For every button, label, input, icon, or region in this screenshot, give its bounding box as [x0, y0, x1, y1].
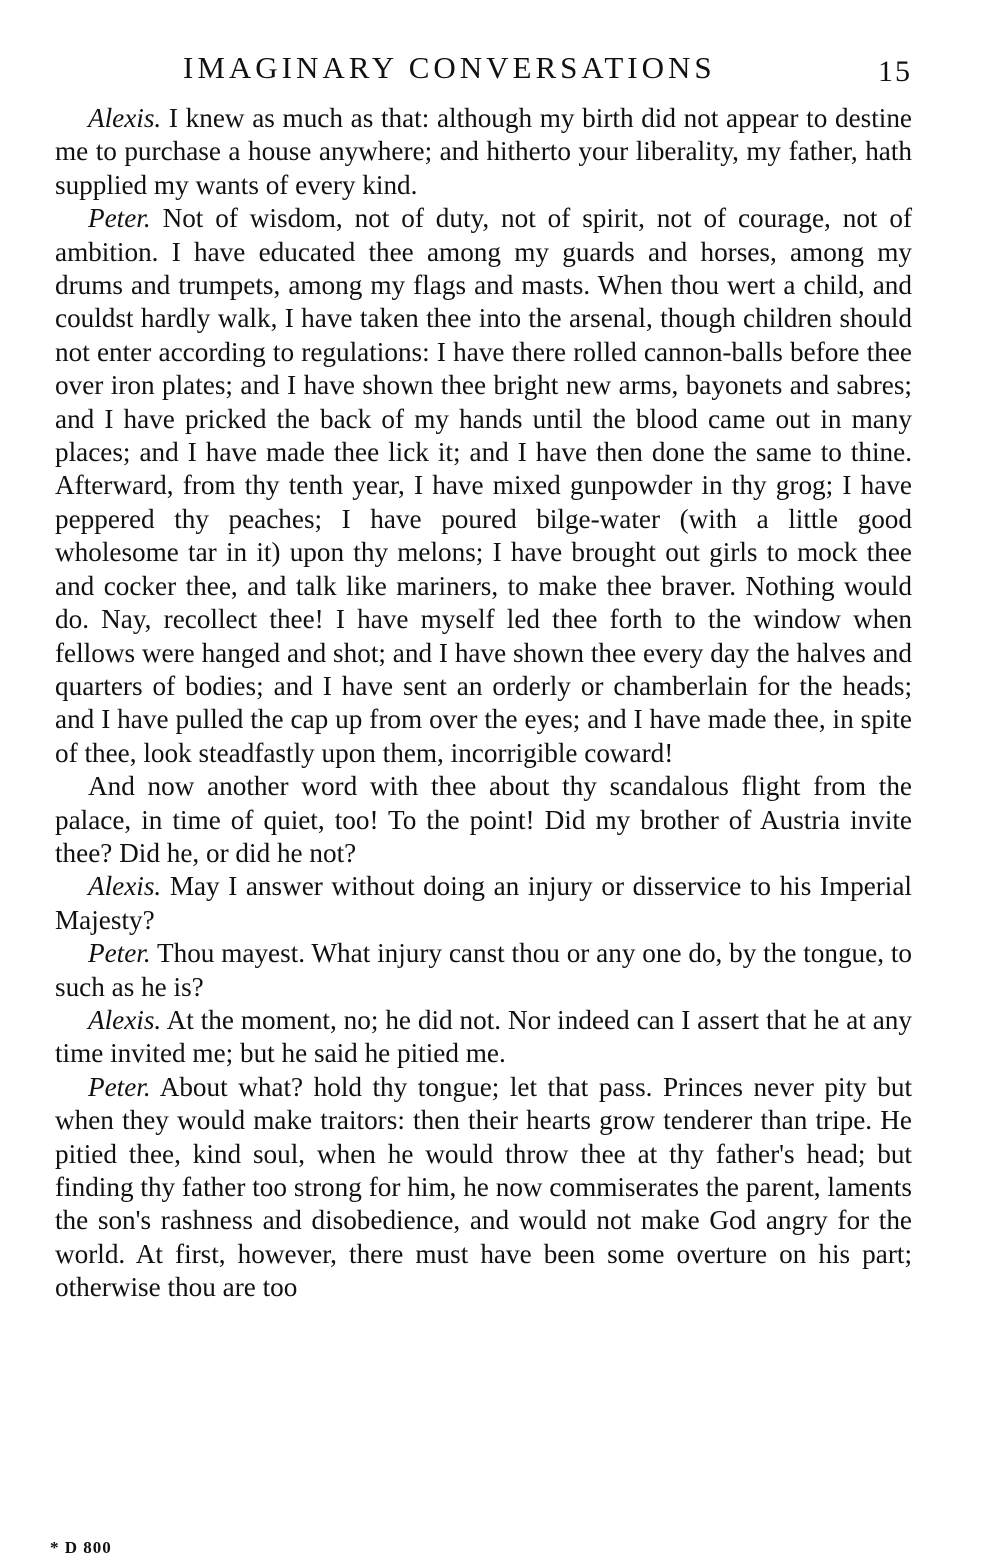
paragraph-text: Thou mayest. What injury canst thou or any one do, by the tongue, to such as he is?	[55, 938, 912, 1002]
speaker-name: Peter.	[88, 203, 151, 234]
book-page	[55, 0, 913, 1303]
paragraph	[55, 1004, 912, 1071]
paragraph	[55, 1071, 912, 1305]
speaker-name: Alexis.	[88, 871, 162, 902]
paragraph-text: I knew as much as that: although my birth did not appear to destine me to purchase a house anywhere; and hitherto your liberality, my father, hath supplied my wants of every kind.	[55, 103, 913, 200]
paragraph	[55, 102, 912, 202]
paragraph-text: At the moment, no; he did not. Nor indeed can I assert that he at any time invited me; but he said he pitied me.	[55, 1004, 912, 1069]
speaker-name: Alexis.	[88, 1004, 162, 1035]
speaker-name: Peter.	[88, 938, 151, 969]
running-title: IMAGINARY CONVERSATIONS	[183, 50, 716, 85]
body-text	[55, 102, 912, 1305]
paragraph-text: Not of wisdom, not of duty, not of spirit, not of courage, not of ambition. I have educated thee among my guards and horses, among my drums and trumpets, among my flags and masts. When thou wert a child, and couldst hardly walk, I have taken thee into the arsenal, though children should not enter according to regulations: I have there rolled cannon-balls before thee over iron plates; and I have shown thee bright new arms, bayonets and sabres; and I have pricked the back of my hands until the blood came out in many places; and I have made thee lick it; and I have then done the same to thine. Afterward, from thy tenth year, I have mixed gunpowder in thy grog; I have peppered thy peaches; I have poured bilge-water (with a little good wholesome tar in it) upon thy melons; I have brought out girls to mock thee and cocker thee, and talk like mariners, to make thee braver. Nothing would do. Nay, recollect thee! I have myself led thee forth to the window when fellows were hanged and shot; and I have shown thee every day the halves and quarters of bodies; and I have sent an orderly or chamberlain for the heads; and I have pulled the cap up from over the eyes; and I have made thee, in spite of thee, look steadfastly upon them, incorrigible coward!	[55, 203, 913, 768]
speaker-name: Peter.	[88, 1071, 151, 1102]
page-number: 15	[878, 55, 912, 88]
printer-signature-mark: * D 800	[50, 1538, 112, 1557]
speaker-name: Alexis.	[88, 103, 162, 133]
paragraph	[55, 202, 912, 770]
paragraph	[55, 937, 912, 1004]
paragraph	[55, 770, 912, 870]
paragraph-text: And now another word with thee about thy scandalous flight from the palace, in time of quiet, too! To the point! Did my brother of Austria invite thee? Did he, or did he not?	[55, 771, 912, 868]
paragraph-text: About what? hold thy tongue; let that pass. Princes never pity but when they would make traitors: then their hearts grow tenderer than tripe. He pitied thee, kind soul, when he would throw thee at thy father's head; but finding thy father too strong for him, he now commiserates the parent, laments the son's rashness and disobedience, and would not make God angry for the world. At first, however, there must have been some overture on his part; otherwise thou are too	[55, 1071, 912, 1303]
running-head	[55, 0, 912, 102]
paragraph-text: May I answer without doing an injury or disservice to his Imperial Majesty?	[55, 871, 912, 935]
paragraph	[55, 870, 912, 937]
